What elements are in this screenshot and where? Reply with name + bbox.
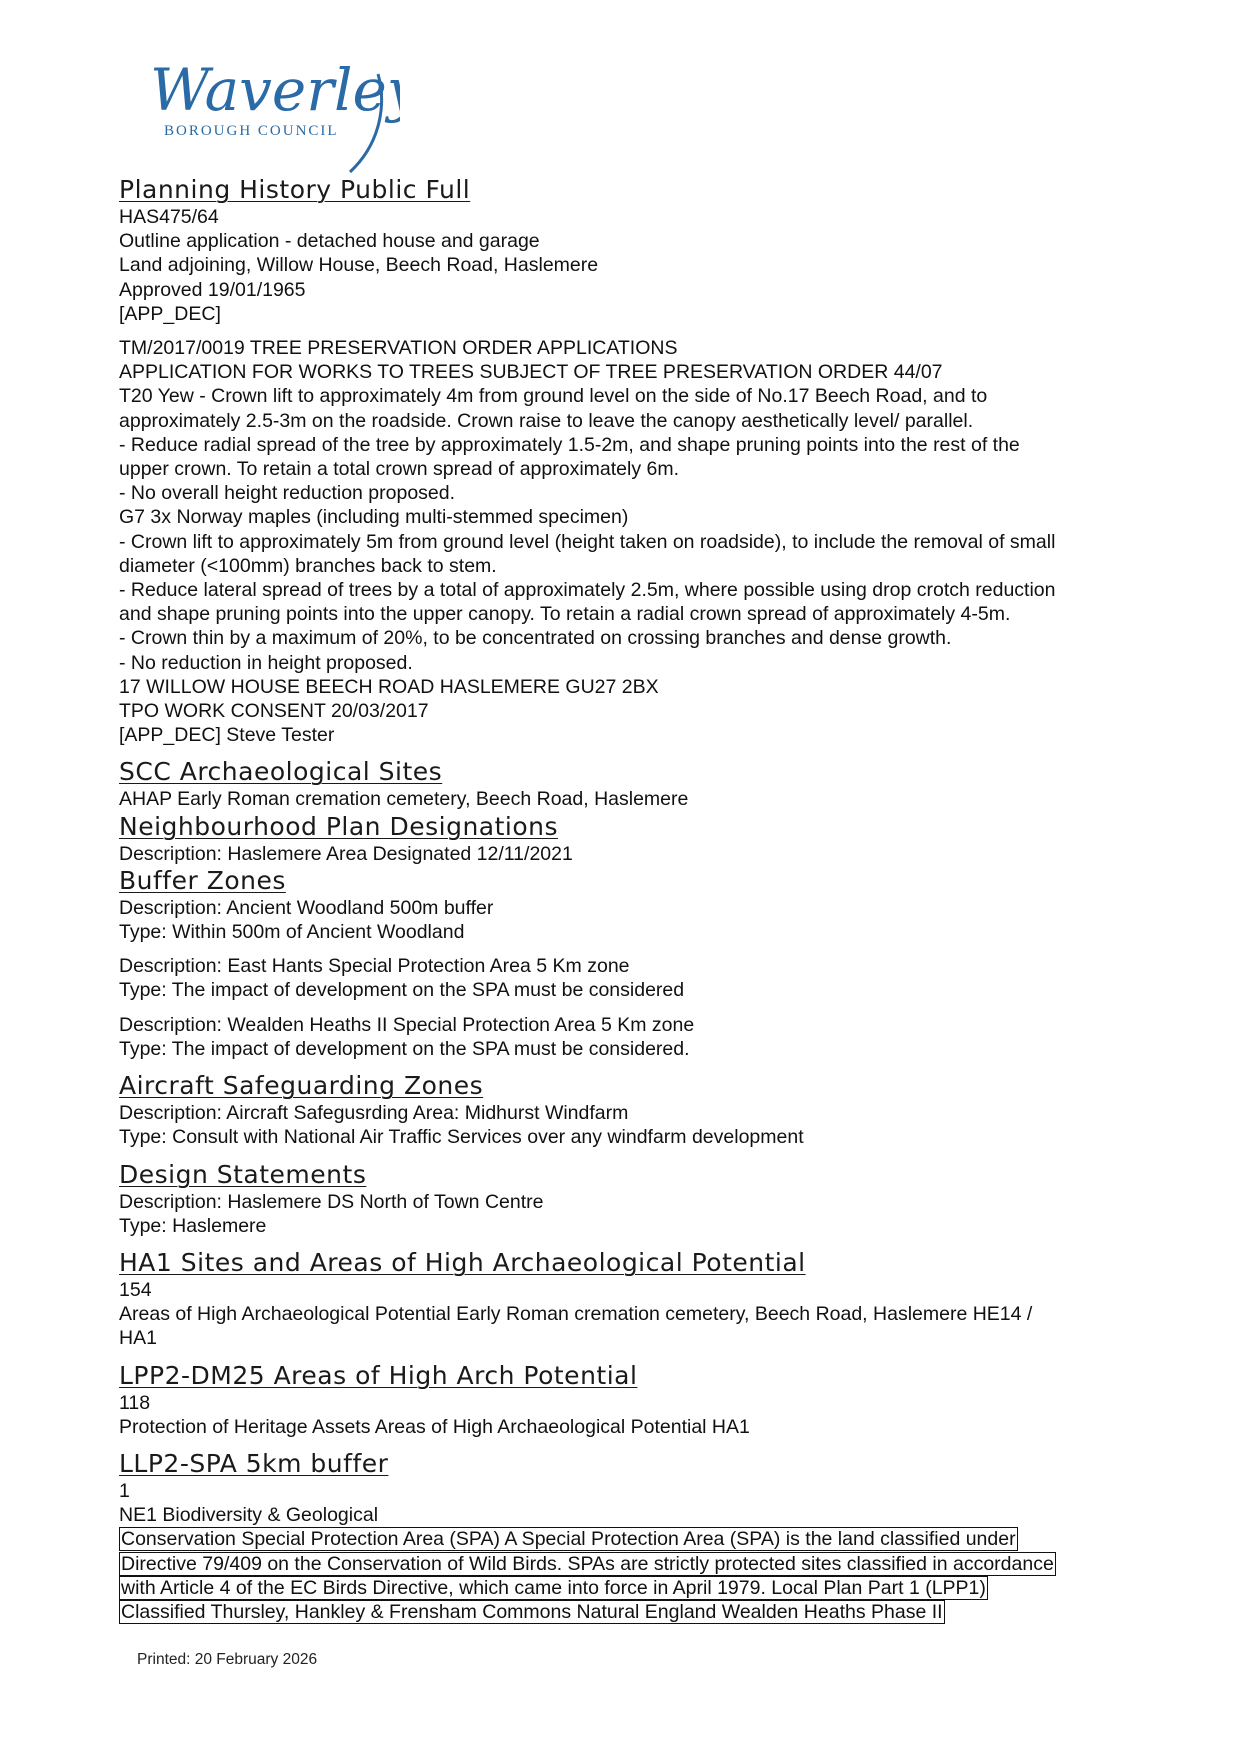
logo-graphic [150, 52, 400, 184]
text-line: Type: Haslemere [119, 1214, 267, 1237]
text-line: - Reduce lateral spread of trees by a total of approximately 2.5m, where possible using drop crotch reduction [119, 579, 1056, 602]
document-body [119, 175, 1129, 1624]
text-line: upper crown. To retain a total crown spread of approximately 6m. [119, 458, 680, 481]
text-line: - No reduction in height proposed. [119, 651, 413, 674]
text-line: TPO WORK CONSENT 20/03/2017 [119, 700, 429, 723]
printed-date: Printed: 20 February 2026 [137, 1651, 318, 1668]
text-line: Approved 19/01/1965 [119, 278, 306, 301]
text-line: Outline application - detached house and garage [119, 230, 540, 253]
boxed-span: Classified Thursley, Hankley & Frensham Commons Natural England Wealden Heaths Phase II [121, 1600, 943, 1623]
boxed-span: Directive 79/409 on the Conservation of Wild Birds. SPAs are strictly protected sites classified in accordance [121, 1552, 1054, 1575]
text-line: Description: Haslemere DS North of Town Centre [119, 1190, 544, 1213]
text-line: Description: Ancient Woodland 500m buffer [119, 896, 494, 919]
text-line: - No overall height reduction proposed. [119, 482, 456, 505]
design-heading: Design Statements [119, 1159, 367, 1189]
text-line: APPLICATION FOR WORKS TO TREES SUBJECT OF TREE PRESERVATION ORDER 44/07 [119, 361, 943, 384]
aircraft-heading: Aircraft Safeguarding Zones [119, 1071, 484, 1101]
text-line: G7 3x Norway maples (including multi-stemmed specimen) [119, 506, 629, 529]
text-line: - Crown lift to approximately 5m from ground level (height taken on roadside), to include the removal of small [119, 530, 1056, 553]
text-line: 17 WILLOW HOUSE BEECH ROAD HASLEMERE GU27 2BX [119, 675, 659, 698]
text-line: Description: Haslemere Area Designated 12/11/2021 [119, 842, 573, 865]
boxed-span: with Article 4 of the EC Birds Directive, which came into force in April 1979. Local Plan Part 1 (LPP1) [121, 1576, 986, 1599]
text-line: 154 [119, 1278, 152, 1301]
text-line: 118 [119, 1391, 151, 1414]
text-line: TM/2017/0019 TREE PRESERVATION ORDER APPLICATIONS [119, 337, 678, 360]
boxed-span: Conservation Special Protection Area (SPA) A Special Protection Area (SPA) is the land classified under [121, 1528, 1016, 1551]
planning-entry-1 [119, 205, 1129, 326]
lpp2-heading: LPP2-DM25 Areas of High Arch Potential [119, 1360, 638, 1390]
text-line: [APP_DEC] [119, 302, 221, 325]
boxed-text-line [119, 1576, 1129, 1600]
text-line: Description: Aircraft Safegusrding Area: Midhurst Windfarm [119, 1102, 629, 1125]
text-line: and shape pruning points into the upper canopy. To retain a radial crown spread of approximately 4-5m. [119, 603, 1011, 626]
planning-entry-2 [119, 336, 1129, 747]
text-line: Type: The impact of development on the SPA must be considered. [119, 1037, 690, 1060]
text-line: Type: The impact of development on the SPA must be considered [119, 979, 685, 1002]
neighbourhood-heading: Neighbourhood Plan Designations [119, 811, 559, 841]
text-line: Type: Within 500m of Ancient Woodland [119, 921, 465, 944]
logo-subtitle: BOROUGH COUNCIL [164, 123, 339, 139]
boxed-text-line [119, 1552, 1129, 1576]
scc-heading: SCC Archaeological Sites [119, 757, 443, 787]
llp2-heading: LLP2-SPA 5km buffer [119, 1448, 389, 1478]
buffer-heading: Buffer Zones [119, 865, 286, 895]
text-line: Type: Consult with National Air Traffic Services over any windfarm development [119, 1126, 804, 1149]
text-line: HA1 [119, 1327, 157, 1350]
text-line: [APP_DEC] Steve Tester [119, 724, 335, 747]
boxed-text-line [119, 1600, 1129, 1624]
text-line: Areas of High Archaeological Potential Early Roman cremation cemetery, Beech Road, Haslemere HE14 / [119, 1303, 1033, 1326]
text-line: Protection of Heritage Assets Areas of High Archaeological Potential HA1 [119, 1415, 750, 1438]
boxed-text-line [119, 1527, 1129, 1551]
text-line: - Crown thin by a maximum of 20%, to be concentrated on crossing branches and dense growth. [119, 627, 952, 650]
text-line: Description: East Hants Special Protection Area 5 Km zone [119, 955, 630, 978]
ha1-heading: HA1 Sites and Areas of High Archaeological Potential [119, 1247, 806, 1277]
text-line: approximately 2.5-3m on the roadside. Crown raise to leave the canopy aesthetically level/ parallel. [119, 409, 974, 432]
text-line: diameter (<100mm) branches back to stem. [119, 554, 497, 577]
text-line: Description: Wealden Heaths II Special Protection Area 5 Km zone [119, 1013, 695, 1036]
planning-history-heading: Planning History Public Full [119, 175, 471, 204]
text-line: T20 Yew - Crown lift to approximately 4m from ground level on the side of No.17 Beech Road, and to [119, 385, 988, 408]
text-line: 1 [119, 1479, 130, 1502]
logo-brand: Waverley [150, 56, 400, 124]
text-line: AHAP Early Roman cremation cemetery, Beech Road, Haslemere [119, 788, 689, 811]
text-line: HAS475/64 [119, 206, 219, 228]
text-line: NE1 Biodiversity & Geological [119, 1504, 379, 1527]
text-line: - Reduce radial spread of the tree by approximately 1.5-2m, and shape pruning points into the rest of the [119, 433, 1020, 456]
waverley-logo [150, 52, 400, 184]
text-line: Land adjoining, Willow House, Beech Road, Haslemere [119, 254, 599, 277]
